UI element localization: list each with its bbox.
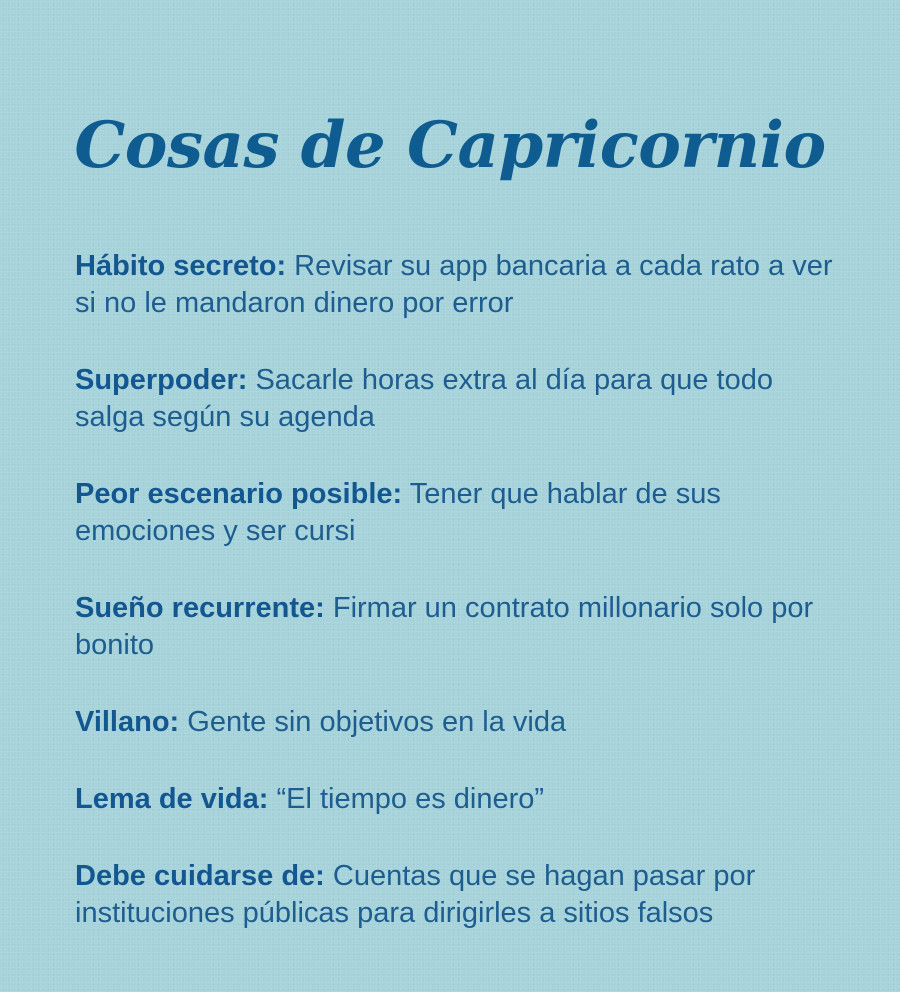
list-item-villano bbox=[75, 704, 835, 741]
item-value: “El tiempo es dinero” bbox=[276, 783, 545, 815]
item-value: Gente sin objetivos en la vida bbox=[187, 706, 567, 738]
list-item-sueno-recurrente bbox=[75, 590, 835, 664]
item-label: Superpoder: bbox=[75, 364, 248, 396]
item-label: Peor escenario posible: bbox=[75, 478, 403, 510]
list-item-debe-cuidarse bbox=[75, 858, 835, 932]
list-item-habito-secreto bbox=[75, 248, 835, 322]
item-label: Hábito secreto: bbox=[75, 250, 287, 282]
item-label: Debe cuidarse de: bbox=[75, 860, 325, 892]
item-label: Sueño recurrente: bbox=[75, 592, 325, 624]
list-item-peor-escenario bbox=[75, 476, 835, 550]
item-value: Firmar un contrato millonario solo por bonito bbox=[75, 592, 814, 661]
item-value: Tener que hablar de sus emociones y ser cursi bbox=[75, 478, 721, 547]
item-value: Revisar su app bancaria a cada rato a ver si no le mandaron dinero por error bbox=[75, 250, 833, 319]
item-label: Lema de vida: bbox=[75, 783, 269, 815]
page-title: Cosas de Capricornio bbox=[74, 108, 826, 183]
trait-list bbox=[75, 248, 835, 932]
item-label: Villano: bbox=[75, 706, 180, 738]
item-value: Sacarle horas extra al día para que todo salga según su agenda bbox=[75, 364, 773, 433]
list-item-lema-de-vida bbox=[75, 781, 835, 818]
item-value: Cuentas que se hagan pasar por instituciones públicas para dirigirles a sitios falsos bbox=[75, 860, 756, 929]
list-item-superpoder bbox=[75, 362, 835, 436]
